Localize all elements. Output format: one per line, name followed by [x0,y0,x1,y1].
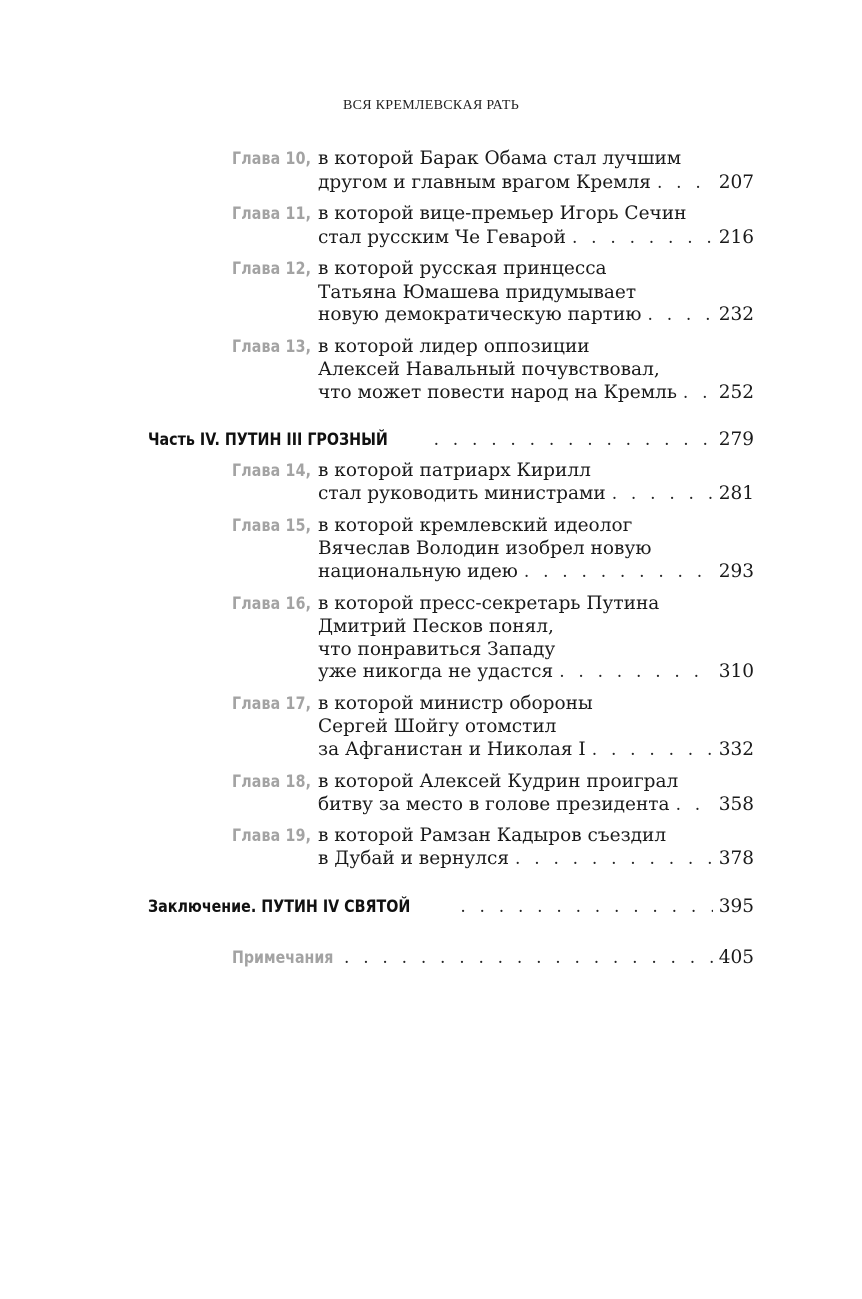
chapter-last-line: стал русским Че Геварой . . . 216 [318,224,754,252]
chapter-last-line: новую демократическую партию . . . 232 [318,301,754,329]
page-number: 332 [718,739,754,760]
leader-dots [572,224,713,252]
chapter-title-line: в которой патриарх Кирилл [318,460,591,481]
chapter-title-line: Татьяна Юмашева придумывает [318,282,637,303]
chapter-title-line: Дмитрий Песков понял, [318,616,554,637]
page-number: 293 [718,561,754,582]
leader-dots [559,658,713,686]
leader-dots [657,169,713,197]
chapter-label: Глава 16, [232,594,312,613]
chapter-last-line: в Дубай и вернулся . . . 378 [318,845,754,873]
chapter-title-line: Вячеслав Володин изобрел новую [318,538,652,559]
chapter-last-line: что может повести народ на Кремль . . . 252 [318,379,754,407]
chapter-title-line: Алексей Навальный почувствовал, [318,359,660,380]
chapter-last-line: за Афганистан и Николая I . . . 332 [318,736,754,764]
running-head: ВСЯ КРЕМЛЕВСКАЯ РАТЬ [342,98,520,113]
chapter-title-line: в которой лидер оппозиции [318,336,590,357]
leader-dots [676,791,713,819]
conclusion-title: Заключение. ПУТИН IV СВЯТОЙ [148,897,411,917]
part-title: Часть IV. ПУТИН III ГРОЗНЫЙ [148,430,388,450]
chapter-label: Глава 19, [232,826,312,845]
chapter-label: Глава 14, [232,461,312,480]
chapter-label: Глава 10, [232,149,312,168]
toc-conclusion[interactable] [148,893,754,921]
chapter-label: Глава 15, [232,516,312,535]
page-number: 279 [718,429,754,450]
leader-dots [612,480,713,508]
chapter-title-line: в которой Барак Обама стал лучшим [318,148,682,169]
chapter-title-line: в которой министр обороны [318,693,593,714]
notes-title: Примечания [232,948,334,967]
chapter-title-line: в которой кремлевский идеолог [318,515,633,536]
page-number: 252 [718,382,754,403]
chapter-title-line: в которой Рамзан Кадыров съездил [318,825,667,846]
chapter-label: Глава 13, [232,337,312,356]
chapter-last-line: стал руководить министрами . . . 281 [318,480,754,508]
leader-dots [434,426,713,454]
toc-notes[interactable] [232,944,754,972]
leader-dots [647,301,712,329]
chapter-title-line: в которой вице-премьер Игорь Сечин [318,203,687,224]
page-number: 232 [718,304,754,325]
chapter-label: Глава 11, [232,204,312,223]
leader-dots [344,944,713,972]
toc-part-iv[interactable] [148,426,754,454]
chapter-last-line: уже никогда не удастся . . . 310 [318,658,754,686]
leader-dots [460,893,712,921]
chapter-title-line: в которой русская принцесса [318,258,607,279]
page-number: 395 [718,896,754,917]
page-number: 405 [718,947,754,968]
leader-dots [524,558,713,586]
chapter-title-line: в которой Алексей Кудрин проиграл [318,771,679,792]
leader-dots [515,845,713,873]
chapter-label: Глава 12, [232,259,312,278]
chapter-label: Глава 18, [232,772,312,791]
chapter-label: Глава 17, [232,694,312,713]
page-number: 358 [718,794,754,815]
page-number: 310 [718,661,754,682]
chapter-last-line: другом и главным врагом Кремля . . . 207 [318,169,754,197]
page-number: 378 [718,848,754,869]
chapter-last-line: битву за место в голове президента . . . 358 [318,791,754,819]
leader-dots [592,736,713,764]
chapter-title-line: в которой пресс-секретарь Путина [318,593,660,614]
leader-dots [683,379,713,407]
chapter-title-line: Сергей Шойгу отомстил [318,716,557,737]
page-number: 216 [718,227,754,248]
chapter-last-line: национальную идею . . . 293 [318,558,754,586]
page-number: 281 [718,483,754,504]
page-number: 207 [718,172,754,193]
chapter-title-line: что понравиться Западу [318,639,556,660]
